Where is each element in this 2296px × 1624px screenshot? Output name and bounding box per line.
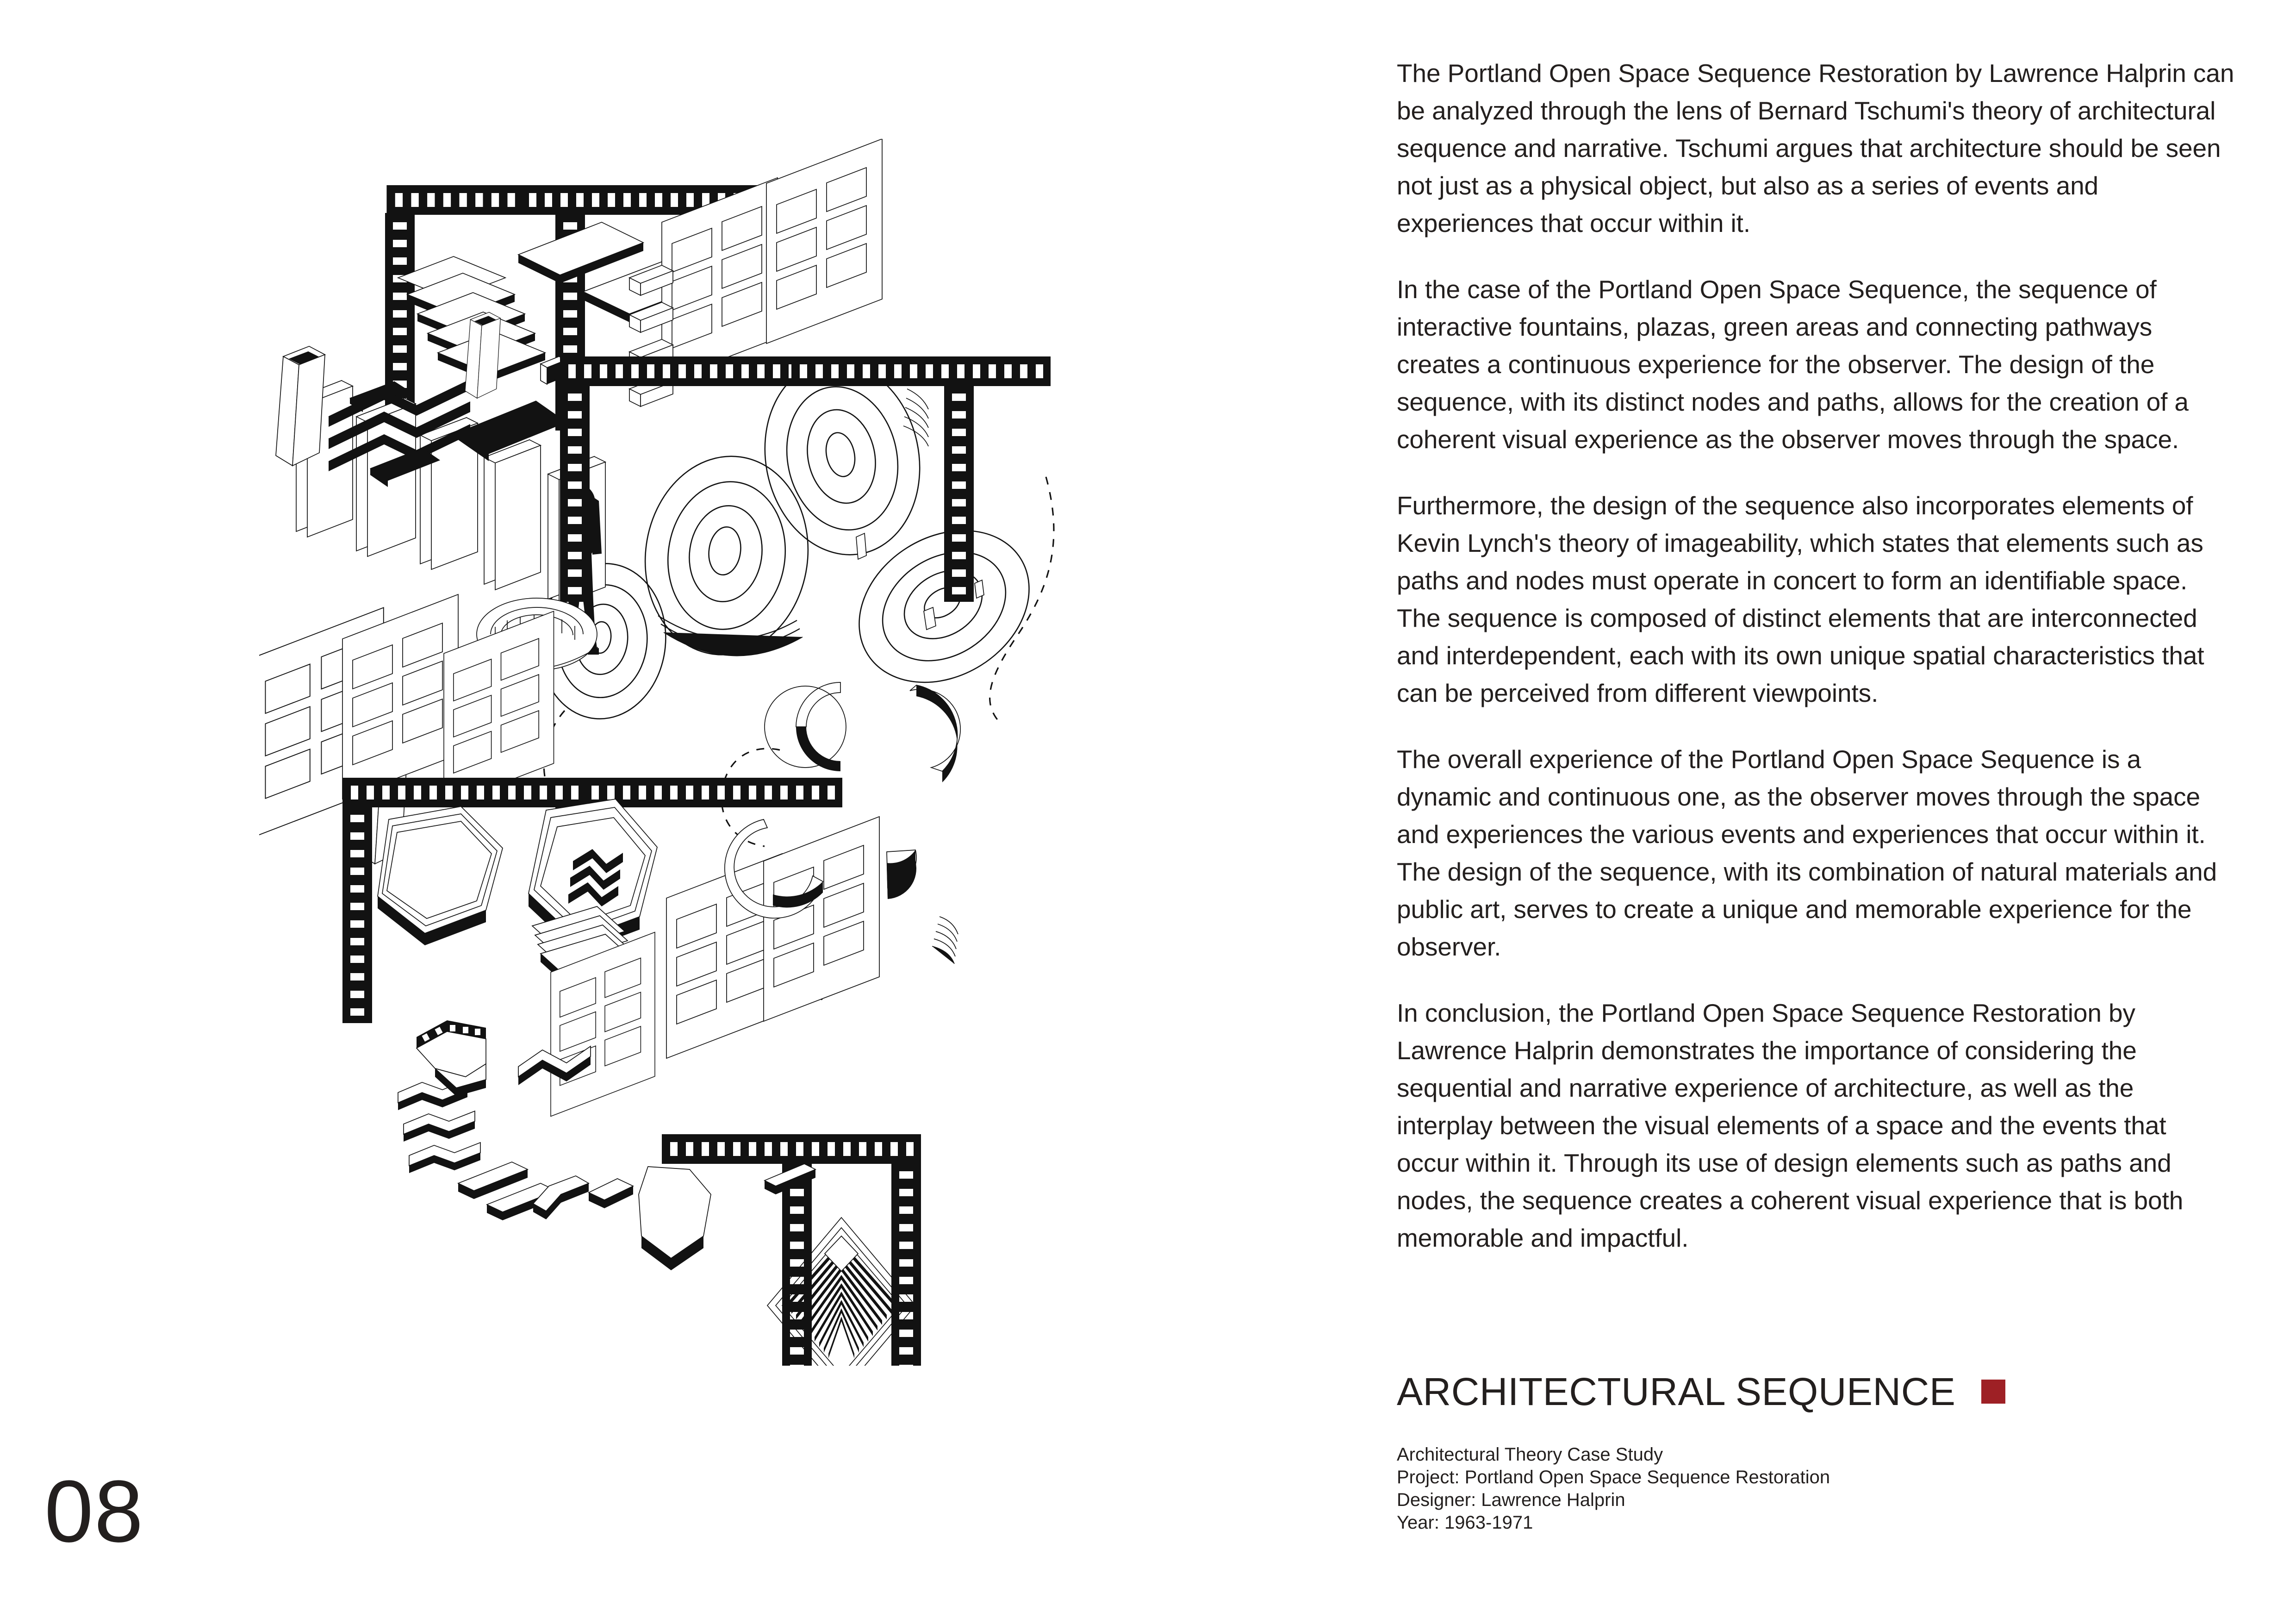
contour-mound [633, 446, 821, 666]
metadata-line: Project: Portland Open Space Sequence Restoration [1397, 1467, 1830, 1487]
page-title [1397, 1370, 2239, 1413]
essay-paragraph: In conclusion, the Portland Open Space Sequence Restoration by Lawrence Halprin demonstrates the importance of considering the sequential and narrative experience of architecture, as well as the interplay between the visual elements of a space and the events that occur within it. Through its use of design elements such as paths and nodes, the sequence creates a coherent visual experience that is both memorable and impactful. [1397, 999, 2184, 1252]
exploded-axonometric-diagram [259, 139, 1139, 1366]
essay-text-column [1397, 55, 2234, 1257]
metadata-line: Designer: Lawrence Halprin [1397, 1490, 1625, 1510]
essay-paragraph: The Portland Open Space Sequence Restoration by Lawrence Halprin can be analyzed through the lens of Bernard Tschumi's theory of architectural sequence and narrative. Tschumi argues that architecture should be seen not just as a physical object, but also as a series of events and experiences that occur within it. [1397, 59, 2234, 237]
page-number: 08 [44, 1462, 144, 1561]
essay-paragraph: In the case of the Portland Open Space Sequence, the sequence of interactive fountains, plazas, green areas and connecting pathways creates a continuous experience for the observer. The design of the sequence, with its distinct nodes and paths, allows for the creation of a coherent visual experience as the observer moves through the space. [1397, 275, 2189, 454]
essay-paragraph: The overall experience of the Portland Open Space Sequence is a dynamic and continuous one, as the observer moves through the space and experiences the various events and experiences that occur within it. The design of the sequence, with its combination of natural materials and public art, serves to create a unique and memorable experience for the observer. [1397, 745, 2217, 961]
red-square-marker-icon [1981, 1380, 2005, 1404]
title-block [1397, 1370, 2239, 1534]
project-metadata-list [1397, 1443, 2239, 1534]
metadata-line: Year: 1963-1971 [1397, 1512, 1533, 1533]
contour-mound-group [532, 347, 1058, 725]
metadata-line: Architectural Theory Case Study [1397, 1444, 1663, 1465]
page-title-text: ARCHITECTURAL SEQUENCE [1397, 1370, 1956, 1413]
essay-paragraph: Furthermore, the design of the sequence also incorporates elements of Kevin Lynch's theory of imageability, which states that elements such as paths and nodes must operate in concert to form an identifiable space. The sequence is composed of distinct elements that are interconnected and interdependent, each with its own unique spatial characteristics that can be perceived from different viewpoints. [1397, 491, 2204, 707]
paving-polygon [639, 1167, 711, 1270]
